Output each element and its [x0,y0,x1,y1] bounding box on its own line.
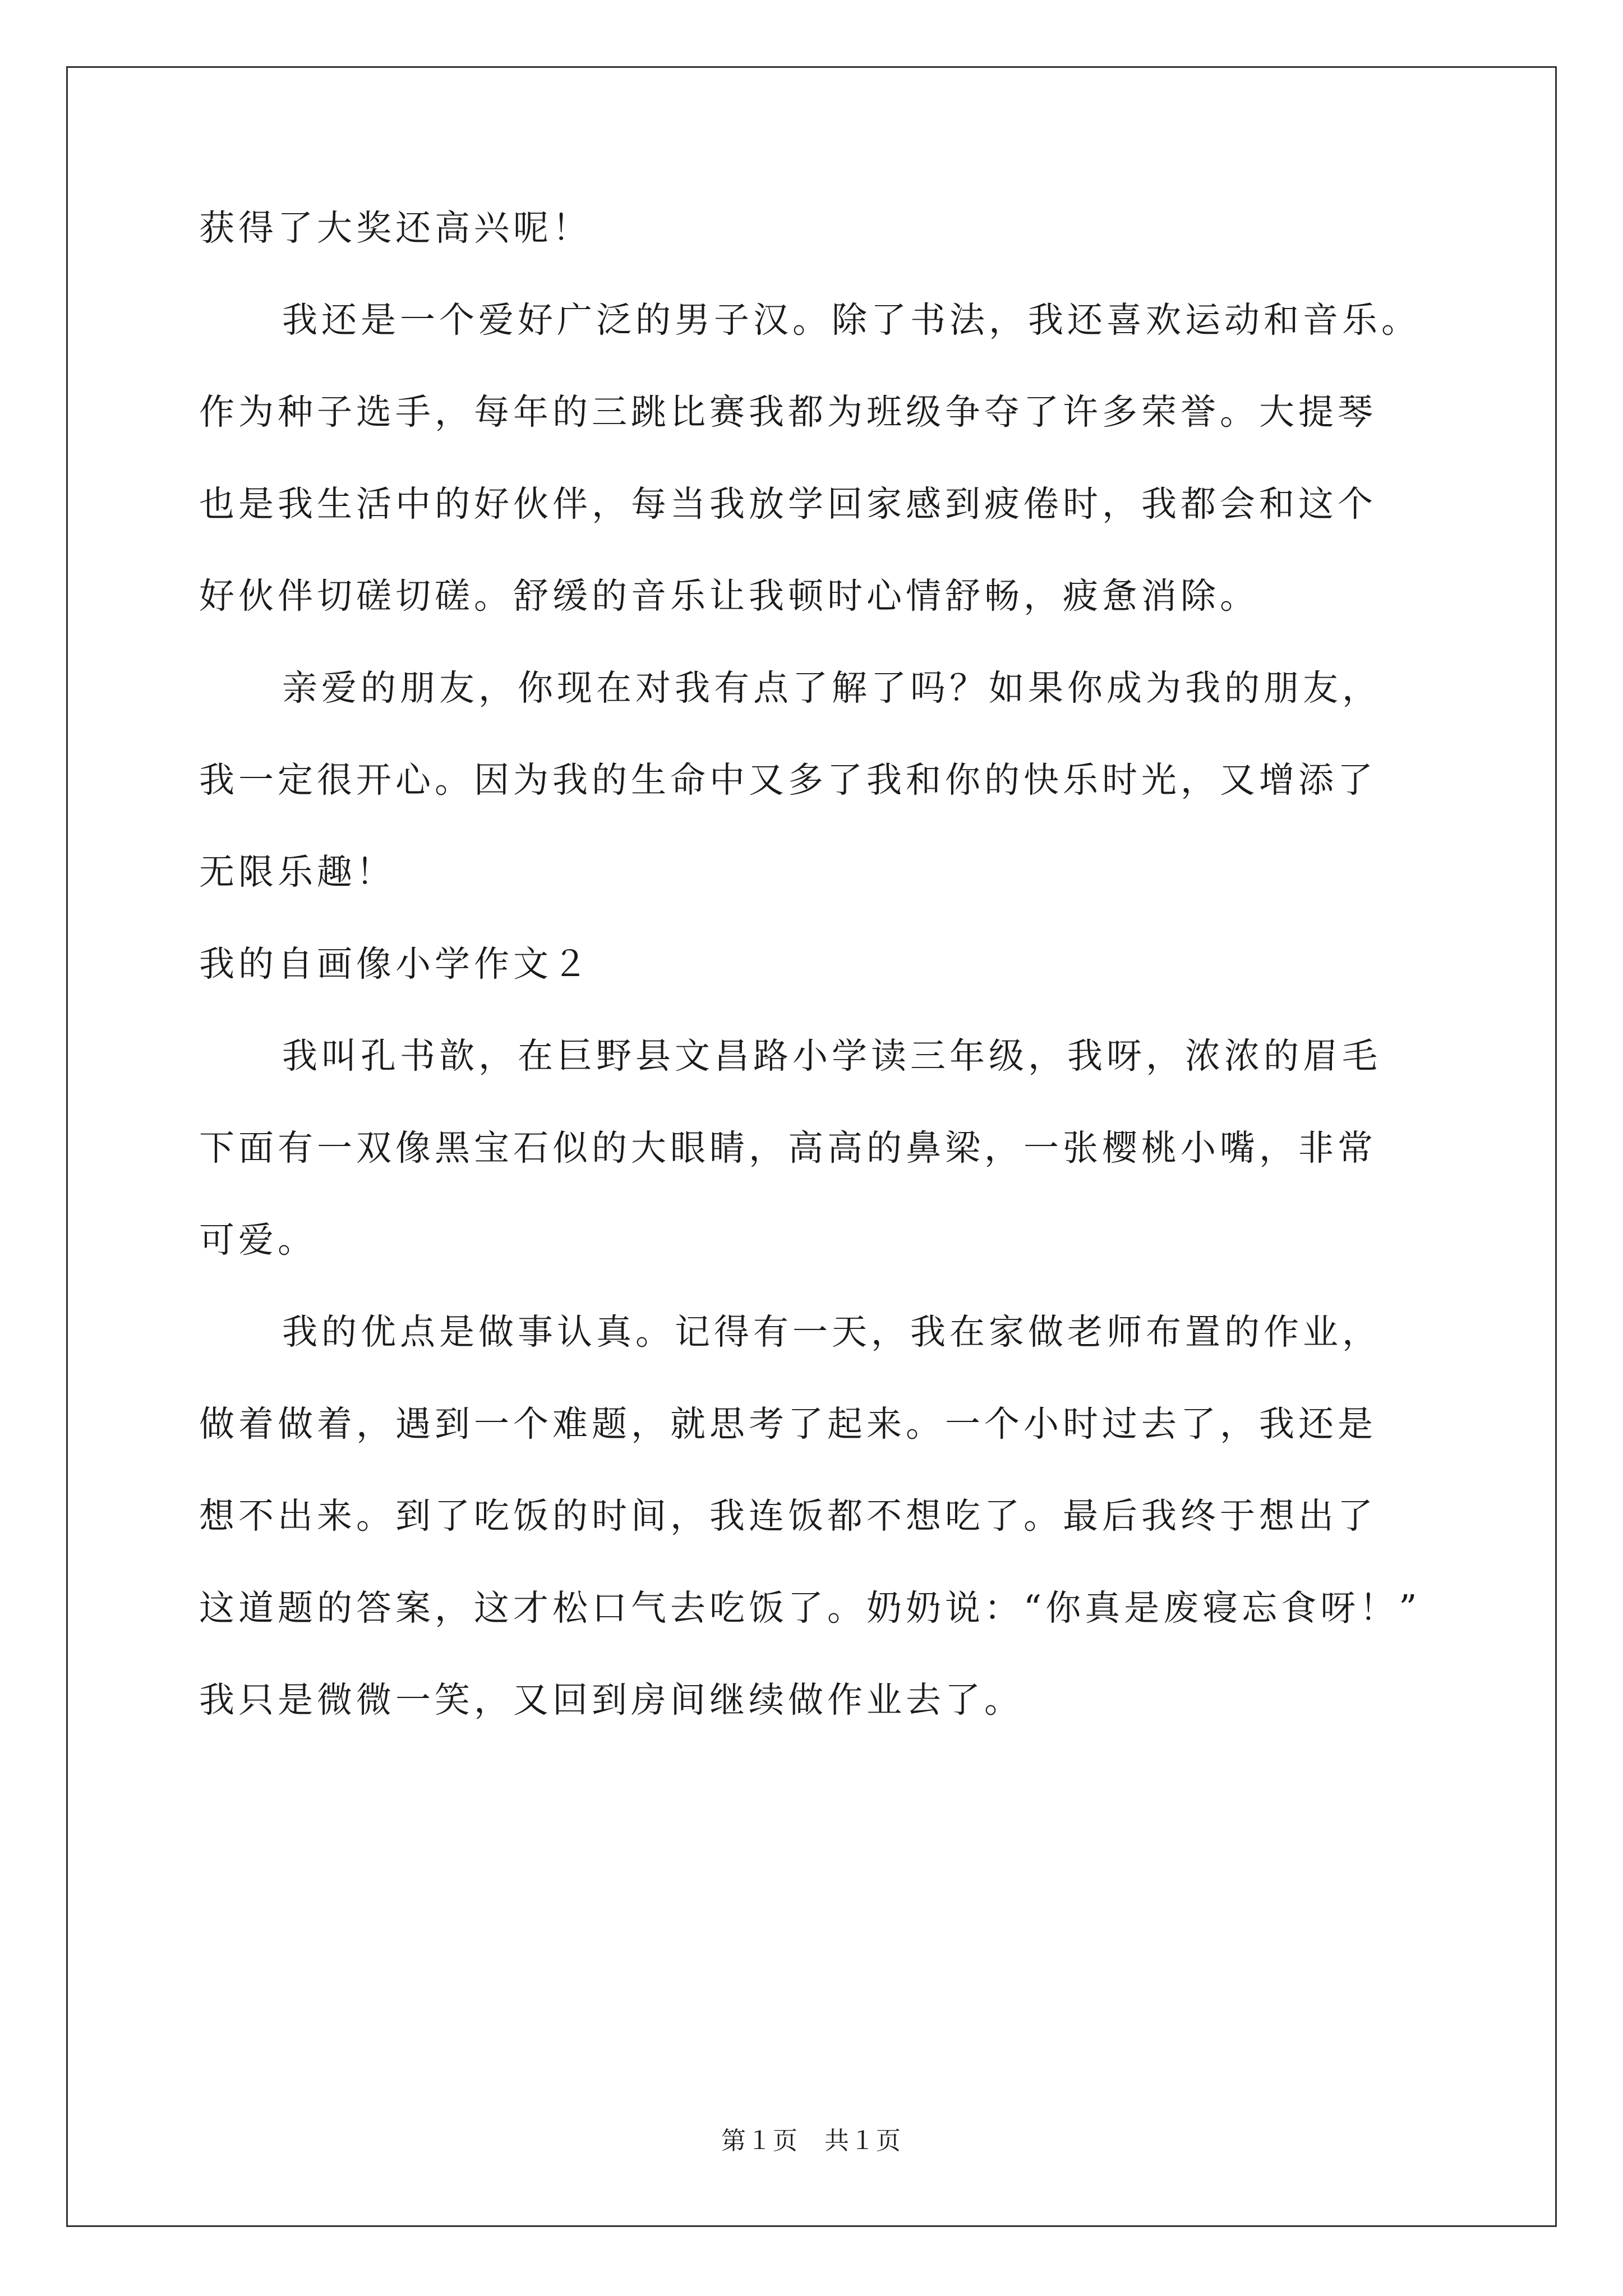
paragraph-start: 亲爱的朋友，你现在对我有点了解了吗？如果你成为我的朋友， [282,668,1381,708]
text-line: 我一定很开心。因为我的生命中又多了我和你的快乐时光，又增添了 [199,760,1377,800]
text-line: 下面有一双像黑宝石似的大眼睛，高高的鼻梁，一张樱桃小嘴，非常 [199,1128,1377,1168]
paragraph-start: 我还是一个爱好广泛的男子汉。除了书法，我还喜欢运动和音乐。 [282,300,1421,341]
page-footer [0,2129,1623,2154]
section-heading: 我的自画像小学作文２ [199,944,592,984]
page-count: 共１页 [824,2127,902,2155]
text-line: 可爱。 [199,1220,317,1260]
text-line: 获得了大奖还高兴呢！ [199,208,592,249]
text-line: 想不出来。到了吃饭的时间，我连饭都不想吃了。最后我终于想出了 [199,1496,1377,1536]
text-line: 作为种子选手，每年的三跳比赛我都为班级争夺了许多荣誉。大提琴 [199,392,1377,432]
paragraph-start: 我叫孔书歆，在巨野县文昌路小学读三年级，我呀，浓浓的眉毛 [282,1036,1381,1076]
text-line: 好伙伴切磋切磋。舒缓的音乐让我顿时心情舒畅，疲惫消除。 [199,576,1259,616]
text-line: 无限乐趣！ [199,852,395,892]
text-line: 这道题的答案，这才松口气去吃饭了。奶奶说：“你真是废寝忘食呀！” [199,1588,1421,1628]
page-number: 第１页 [721,2127,799,2155]
text-line: 我只是微微一笑，又回到房间继续做作业去了。 [199,1680,1023,1720]
paragraph-start: 我的优点是做事认真。记得有一天，我在家做老师布置的作业， [282,1312,1381,1352]
text-line: 也是我生活中的好伙伴，每当我放学回家感到疲倦时，我都会和这个 [199,484,1377,524]
text-line: 做着做着，遇到一个难题，就思考了起来。一个小时过去了，我还是 [199,1404,1377,1444]
